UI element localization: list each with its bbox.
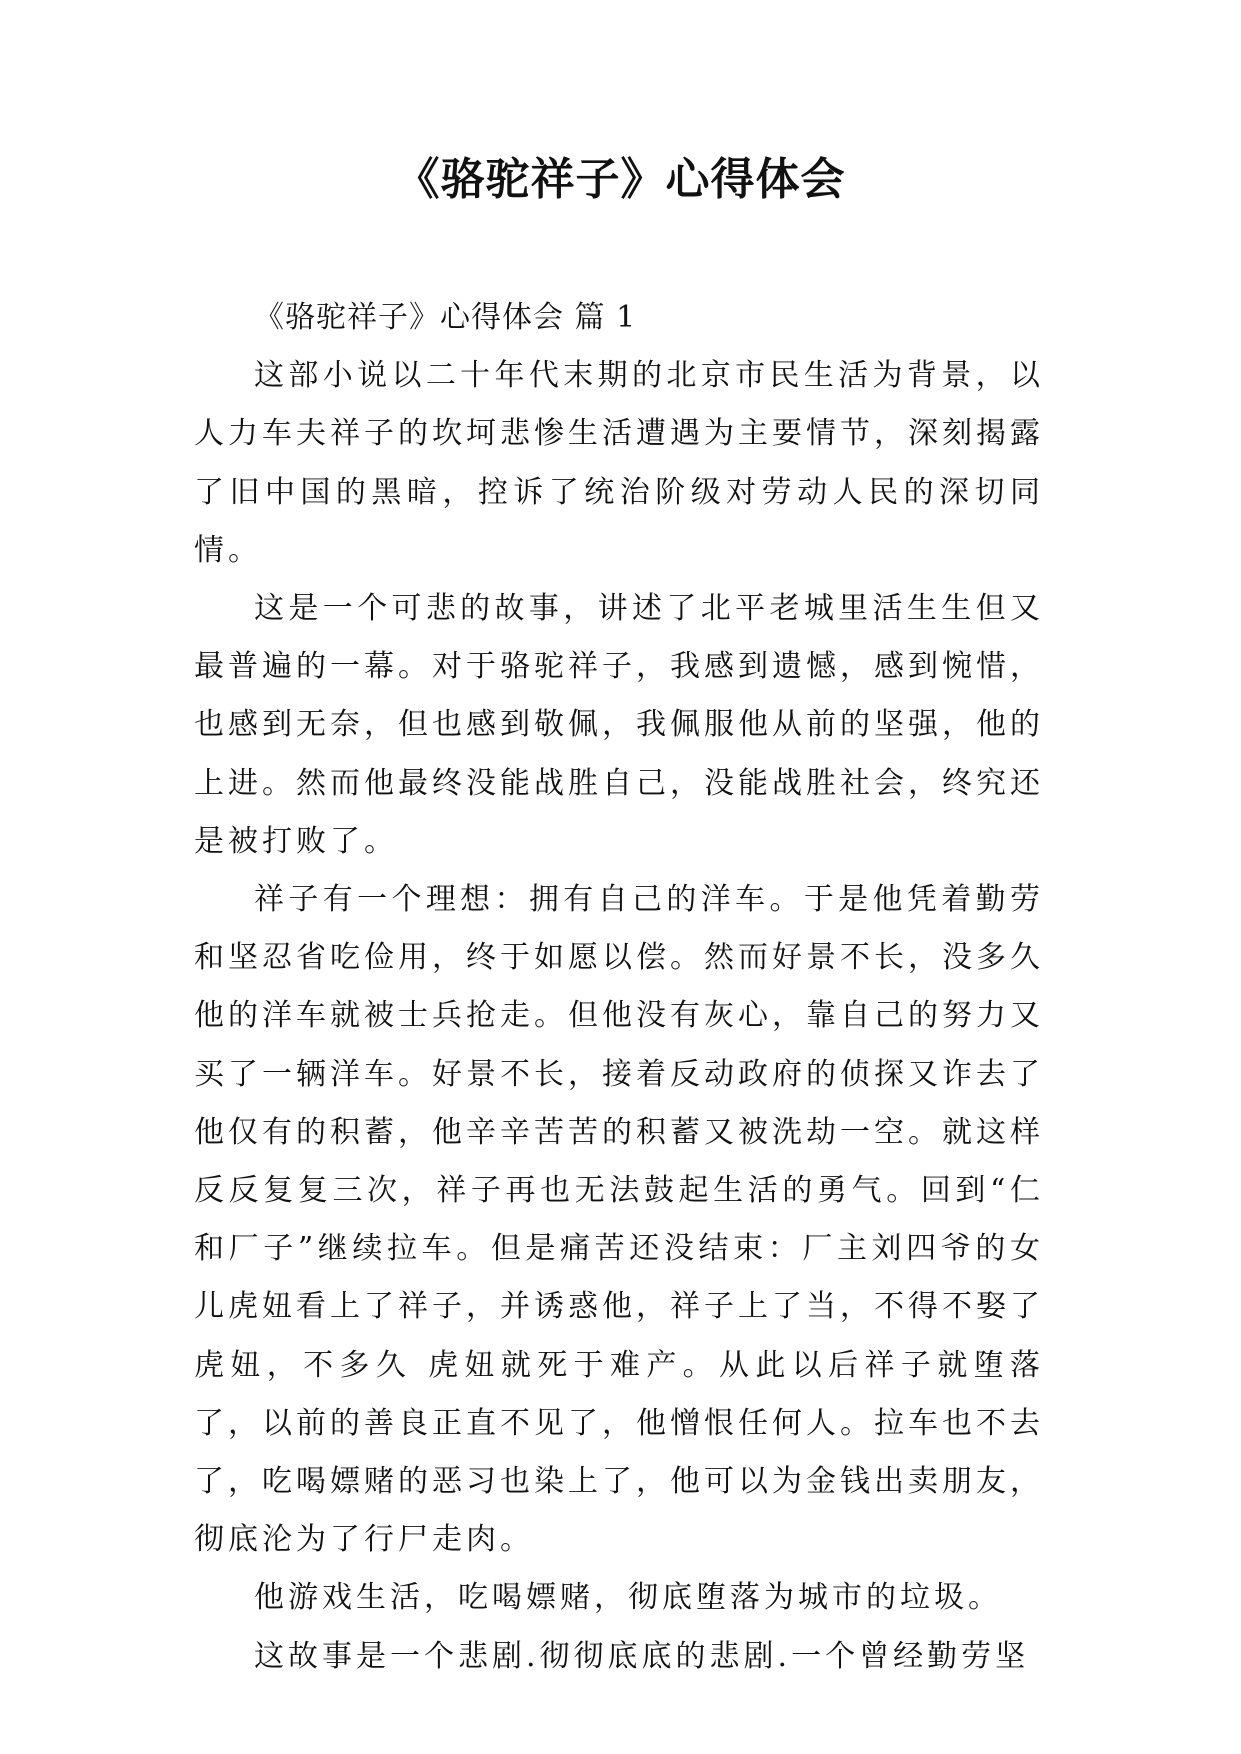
paragraph: 这是一个可悲的故事，讲述了北平老城里活生生但又最普遍的一幕。对于骆驼祥子，我感到遗憾，感到惋惜，也感到无奈，但也感到敬佩，我佩服他从前的坚强，他的上进。然而他最终没能战胜自己，没能战胜社会，终究还是被打败了。 xyxy=(194,591,1044,859)
document-title: 《骆驼祥子》心得体会 xyxy=(395,154,846,205)
section-heading: 《骆驼祥子》心得体会 篇 1 xyxy=(254,300,637,335)
paragraph: 他游戏生活，吃喝嫖赌，彻底堕落为城市的垃圾。 xyxy=(254,1580,1002,1616)
paragraph: 这部小说以二十年代末期的北京市民生活为背景，以人力车夫祥子的坎坷悲惨生活遭遇为主要情节，深刻揭露了旧中国的黑暗，控诉了统治阶级对劳动人民的深切同情。 xyxy=(194,358,1044,568)
document-body xyxy=(194,289,1044,1686)
paragraph: 祥子有一个理想：拥有自己的洋车。于是他凭着勤劳和坚忍省吃俭用，终于如愿以偿。然而好景不长，没多久他的洋车就被士兵抢走。但他没有灰心，靠自己的努力又买了一辆洋车。好景不长，接着反动政府的侦探又诈去了他仅有的积蓄，他辛辛苦苦的积蓄又被洗劫一空。就这样反反复复三次，祥子再也无法鼓起生活的勇气。回到“仁和厂子”继续拉车。但是痛苦还没结束：厂主刘四爷的女儿虎妞看上了祥子，并诱惑他，祥子上了当，不得不娶了虎妞，不多久 虎妞就死于难产。从此以后祥子就堕落了，以前的善良正直不见了，他憎恨任何人。拉车也不去了，吃喝嫖赌的恶习也染上了，他可以为金钱出卖朋友，彻底沦为了行尸走肉。 xyxy=(194,882,1044,1558)
paragraph: 这故事是一个悲剧.彻彻底底的悲剧.一个曾经勤劳坚 xyxy=(254,1638,1030,1674)
